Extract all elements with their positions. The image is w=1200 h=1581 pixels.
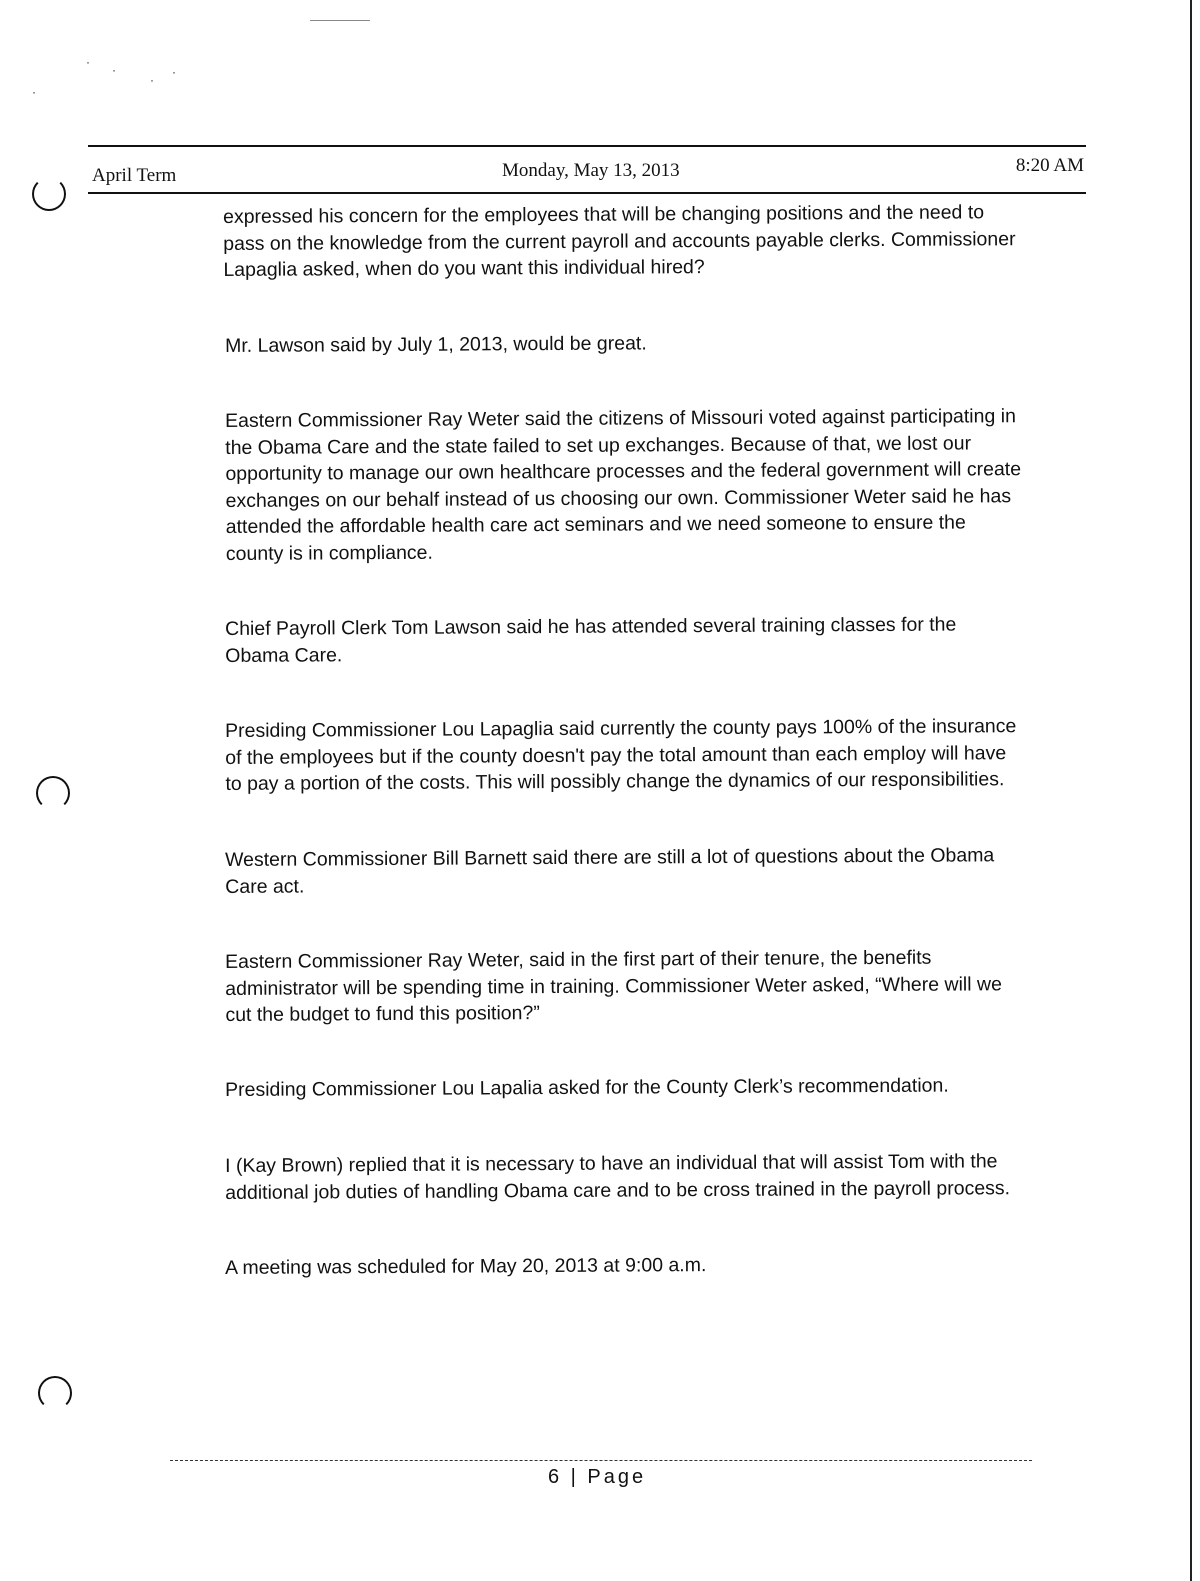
minutes-body [223,201,1025,1330]
paragraph: Eastern Commissioner Ray Weter said the citizens of Missouri voted against participating in the Obama Care and the state failed to set up exchanges. Because of that, we lost our opportunity to manage our own healthcare processes and the federal government will create exchanges on our behalf instead of us choosing our own. Commissioner Weter said he has attended the affordable health care act seminars and we need someone to ensure the county is in compliance. [225,405,1022,565]
header-time: 8:20 AM [1015,155,1084,176]
header-term: April Term [92,165,177,186]
paragraph: Presiding Commissioner Lou Lapalia asked for the County Clerk’s recommendation. [225,1074,949,1101]
paragraph: Presiding Commissioner Lou Lapaglia said currently the county pays 100% of the insurance of the employees but if the county doesn't pay the total amount than each employ will have to pay a portion of the costs. This will possibly change the dynamics of our responsibilities. [225,715,1017,795]
punch-hole [32,177,66,211]
paragraph: expressed his concern for the employees that will be changing positions and the need to pass on the knowledge from the current payroll and accounts payable clerks. Commissioner Lapaglia asked, when do you want this individual hired? [223,201,1016,281]
paragraph: Chief Payroll Clerk Tom Lawson said he has attended several training classes for the Obama Care. [225,613,957,667]
scan-speck: · [172,65,176,79]
header-rule-bottom [88,192,1086,194]
footer-rule [170,1460,1032,1462]
paragraph: A meeting was scheduled for May 20, 2013 at 9:00 a.m. [225,1253,707,1279]
scan-speck: · [150,73,154,87]
page-number: 6 | Page [548,1466,647,1488]
page-edge [1190,0,1192,1581]
page-header [92,155,1084,187]
header-date: Monday, May 13, 2013 [502,160,680,181]
punch-hole [38,1376,72,1410]
paragraph: I (Kay Brown) replied that it is necessary to have an individual that will assist Tom with the additional job duties of handling Obama care and to be cross trained in the payroll process. [225,1149,1011,1203]
scan-speck: · [86,55,90,69]
scan-mark [310,20,370,21]
punch-hole [36,776,70,810]
paragraph: Eastern Commissioner Ray Weter, said in the first part of their tenure, the benefits administrator will be spending time in training. Commissioner Weter asked, “Where will we cut the budget to fund this position?” [225,946,1002,1026]
scan-speck: · [112,63,116,77]
header-rule-top [88,145,1086,147]
scan-speck: · [32,85,36,99]
paragraph: Mr. Lawson said by July 1, 2013, would be great. [225,331,647,357]
paragraph: Western Commissioner Bill Barnett said there are still a lot of questions about the Obama Care act. [225,843,995,897]
